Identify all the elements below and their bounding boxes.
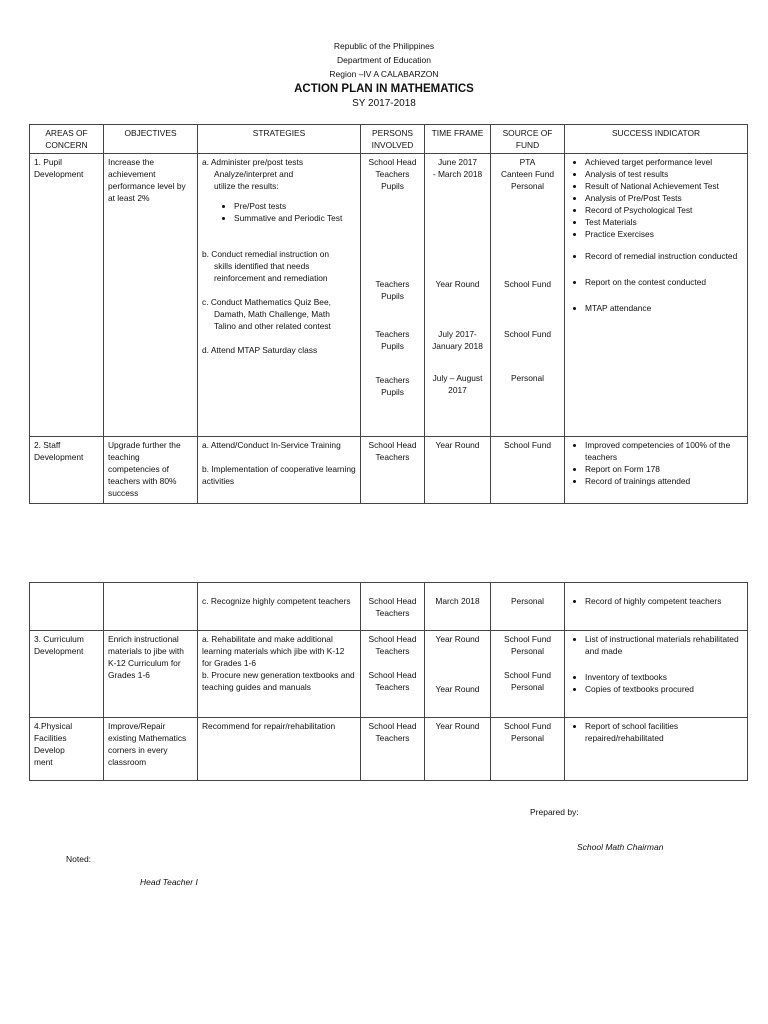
region-line: Region –IV A CALABARZON: [329, 69, 439, 79]
time-cell: June 2017 - March 2018 Year Round July 2017- January 2018 July – August 2017: [425, 154, 491, 437]
department-line: Department of Education: [336, 55, 432, 65]
table-row: [30, 437, 748, 504]
objective-cell: Upgrade further the teaching competencies of teachers with 80% success: [104, 437, 198, 504]
table-row: [30, 154, 748, 437]
objective-cell: [104, 583, 198, 631]
strategy-cell: Recommend for repair/rehabilitation: [198, 718, 361, 781]
noted-label: Noted:: [66, 854, 92, 864]
col-objectives: OBJECTIVES: [104, 125, 198, 154]
prepared-by-label: Prepared by:: [530, 807, 579, 817]
math-chairman-label: School Math Chairman: [577, 842, 664, 852]
fund-cell: School Fund Personal: [491, 718, 565, 781]
col-success: SUCCESS INDICATOR: [565, 125, 748, 154]
strategy-cell: a. Rehabilitate and make additional learning materials which jibe with K-12 for Grades 1-6 b. Procure new generation textbooks and teaching guides and manuals: [198, 631, 361, 718]
school-year: SY 2017-2018: [352, 98, 416, 109]
table-row: [30, 583, 748, 631]
persons-cell: School Head Teachers: [361, 437, 425, 504]
fund-cell: Personal: [491, 583, 565, 631]
republic-line: Republic of the Philippines: [333, 41, 435, 51]
time-cell: Year Round: [425, 718, 491, 781]
fund-cell: PTA Canteen Fund Personal School Fund School Fund Personal: [491, 154, 565, 437]
success-cell: • Improved competencies of 100% of the teachers • Report on Form 178 • Record of trainings attended: [565, 437, 748, 504]
persons-cell: School Head Teachers: [361, 583, 425, 631]
fund-cell: School Fund: [491, 437, 565, 504]
objective-cell: Increase the achievement performance level by at least 2%: [104, 154, 198, 437]
table-row: [30, 718, 748, 781]
strategy-cell: c. Recognize highly competent teachers: [198, 583, 361, 631]
strategy-cell: a. Administer pre/post tests Analyze/interpret and utilize the results: • Pre/Post tests • Summative and Periodic Test b. Conduct remedial instruction on skills identified that needs reinforcement and remediation c. Conduct Mathematics Quiz Bee, Damath, Math Challenge, Math Talino and other related contest d. Attend MTAP Saturday class: [198, 154, 361, 437]
strategy-cell: a. Attend/Conduct In-Service Training b. Implementation of cooperative learning activities: [198, 437, 361, 504]
persons-cell: School Head Teachers: [361, 718, 425, 781]
fund-cell: School Fund Personal School Fund Personal: [491, 631, 565, 718]
area-cell: 2. Staff Development: [30, 437, 104, 504]
col-persons: PERSONS INVOLVED: [361, 125, 425, 154]
success-cell: • Record of highly competent teachers: [565, 583, 748, 631]
success-cell: • List of instructional materials rehabilitated and made • Inventory of textbooks • Copies of textbooks procured: [565, 631, 748, 718]
table-row: [30, 631, 748, 718]
area-cell: [30, 583, 104, 631]
time-cell: Year Round: [425, 437, 491, 504]
page-title: ACTION PLAN IN MATHEMATICS: [294, 83, 474, 95]
action-plan-table-2: [29, 582, 748, 781]
objective-cell: Enrich instructional materials to jibe with K-12 Curriculum for Grades 1-6: [104, 631, 198, 718]
head-teacher-label: Head Teacher I: [140, 877, 198, 887]
col-time: TIME FRAME: [425, 125, 491, 154]
strategy-list: • Pre/Post tests • Summative and Periodic Test: [202, 200, 356, 224]
area-cell: 4.Physical Facilities Develop ment: [30, 718, 104, 781]
area-cell: 3. Curriculum Development: [30, 631, 104, 718]
col-strategies: STRATEGIES: [198, 125, 361, 154]
persons-cell: School Head Teachers Pupils Teachers Pupils Teachers Pupils Teachers Pupils: [361, 154, 425, 437]
table-header-row: [30, 125, 748, 154]
persons-cell: School Head Teachers School Head Teachers: [361, 631, 425, 718]
time-cell: March 2018: [425, 583, 491, 631]
area-cell: 1. Pupil Development: [30, 154, 104, 437]
action-plan-table-1: [29, 124, 748, 504]
success-cell: • Achieved target performance level • Analysis of test results • Result of National Achievement Test • Analysis of Pre/Post Tests • Record of Psychological Test • Test Materials • Practice Exercises • Record of remedial instruction conducted • Report on the contest conducted • MTAP attendance: [565, 154, 748, 437]
col-areas: AREAS OF CONCERN: [30, 125, 104, 154]
success-cell: • Report of school facilities repaired/rehabilitated: [565, 718, 748, 781]
success-list: • Achieved target performance level • Analysis of test results • Result of National Achievement Test • Analysis of Pre/Post Tests • Record of Psychological Test • Test Materials • Practice Exercises: [569, 156, 743, 240]
objective-cell: Improve/Repair existing Mathematics corners in every classroom: [104, 718, 198, 781]
time-cell: Year Round Year Round: [425, 631, 491, 718]
col-fund: SOURCE OF FUND: [491, 125, 565, 154]
